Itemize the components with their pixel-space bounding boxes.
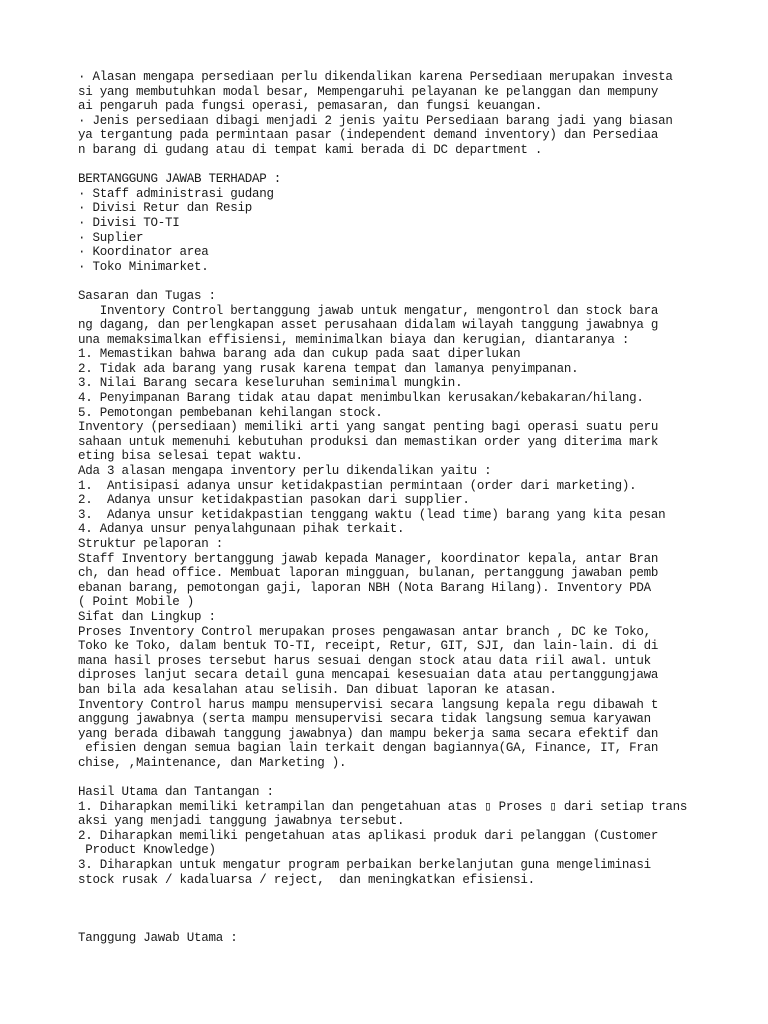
document-page — [78, 70, 738, 946]
responsibility-item: · Divisi Retur dan Resip — [78, 201, 253, 216]
targets-line: ch, dan head office. Membuat laporan mingguan, bulanan, pertanggung jawaban pemb — [78, 566, 659, 581]
targets-line: efisien dengan semua bagian lain terkait dengan bagiannya(GA, Finance, IT, Fran — [78, 741, 659, 756]
spacer — [78, 887, 738, 931]
targets-line: ebanan barang, pemotongan gaji, laporan NBH (Nota Barang Hilang). Inventory PDA — [78, 580, 651, 595]
targets-line: 3. Nilai Barang secara keseluruhan seminimal mungkin. — [78, 376, 463, 391]
spacer — [78, 771, 738, 786]
targets-line: 2. Tidak ada barang yang rusak karena tempat dan lamanya penyimpanan. — [78, 361, 579, 376]
targets-line: 1. Antisipasi adanya unsur ketidakpastian permintaan (order dari marketing). — [78, 478, 637, 493]
results-line: Product Knowledge) — [78, 843, 216, 858]
main-duty-section — [78, 931, 738, 946]
intro-line: ya tergantung pada permintaan pasar (independent demand inventory) dan Persediaa — [78, 128, 659, 143]
targets-line: yang berada dibawah tanggung jawabnya) dan mampu bekerja sama secara efektif dan — [78, 726, 659, 741]
targets-line: Proses Inventory Control merupakan proses pengawasan antar branch , DC ke Toko, — [78, 624, 651, 639]
spacer — [78, 158, 738, 173]
targets-line: ( Point Mobile ) — [78, 595, 195, 610]
responsibility-item: · Suplier — [78, 230, 144, 245]
targets-heading: Sasaran dan Tugas : — [78, 288, 216, 303]
targets-line: Sifat dan Lingkup : — [78, 609, 216, 624]
responsibility-section — [78, 172, 738, 274]
responsibility-heading: BERTANGGUNG JAWAB TERHADAP : — [78, 172, 282, 187]
responsibility-item: · Staff administrasi gudang — [78, 186, 274, 201]
targets-line: chise, ,Maintenance, dan Marketing ). — [78, 755, 347, 770]
results-line: 2. Diharapkan memiliki pengetahuan atas aplikasi produk dari pelanggan (Customer — [78, 828, 659, 843]
main-duty-heading: Tanggung Jawab Utama : — [78, 931, 238, 946]
targets-line: mana hasil proses tersebut harus sesuai dengan stock atau data riil awal. untuk — [78, 653, 651, 668]
targets-line: 3. Adanya unsur ketidakpastian tenggang waktu (lead time) barang yang kita pesan — [78, 507, 666, 522]
results-line: 1. Diharapkan memiliki ketrampilan dan pengetahuan atas ▯ Proses ▯ dari setiap trans — [78, 799, 688, 814]
intro-line: si yang membutuhkan modal besar, Mempengaruhi pelayanan ke pelanggan dan mempuny — [78, 84, 659, 99]
targets-line: 5. Pemotongan pembebanan kehilangan stock. — [78, 405, 383, 420]
targets-line: 2. Adanya unsur ketidakpastian pasokan dari supplier. — [78, 493, 470, 508]
results-line: 3. Diharapkan untuk mengatur program perbaikan berkelanjutan guna mengeliminasi — [78, 858, 651, 873]
intro-section — [78, 70, 738, 158]
intro-line: · Jenis persediaan dibagi menjadi 2 jenis yaitu Persediaan barang jadi yang biasan — [78, 113, 673, 128]
targets-line: Inventory Control harus mampu mensupervisi secara langsung kepala regu dibawah t — [78, 697, 659, 712]
responsibility-item: · Toko Minimarket. — [78, 259, 209, 274]
targets-line: 1. Memastikan bahwa barang ada dan cukup pada saat diperlukan — [78, 347, 521, 362]
targets-line: Toko ke Toko, dalam bentuk TO-TI, receipt, Retur, GIT, SJI, dan lain-lain. di di — [78, 639, 659, 654]
intro-line: n barang di gudang atau di tempat kami berada di DC department . — [78, 142, 543, 157]
targets-line: 4. Adanya unsur penyalahgunaan pihak terkait. — [78, 522, 405, 537]
targets-line: una memaksimalkan effisiensi, meminimalkan biaya dan kerugian, diantaranya : — [78, 332, 630, 347]
targets-line: Struktur pelaporan : — [78, 537, 224, 551]
targets-line: ban bila ada kesalahan atau selisih. Dan dibuat laporan ke atasan. — [78, 682, 557, 697]
responsibility-item: · Divisi TO-TI — [78, 215, 180, 230]
results-line: stock rusak / kadaluarsa / reject, dan meningkatkan efisiensi. — [78, 872, 535, 887]
targets-line: Inventory (persediaan) memiliki arti yang sangat penting bagi operasi suatu peru — [78, 420, 659, 435]
targets-line: eting bisa selesai tepat waktu. — [78, 449, 303, 464]
targets-line: ng dagang, dan perlengkapan asset perusahaan didalam wilayah tanggung jawabnya g — [78, 318, 659, 333]
results-heading: Hasil Utama dan Tantangan : — [78, 785, 274, 800]
targets-line: sahaan untuk memenuhi kebutuhan produksi dan memastikan order yang diterima mark — [78, 434, 659, 449]
results-line: aksi yang menjadi tanggung jawabnya tersebut. — [78, 814, 405, 829]
spacer — [78, 274, 738, 289]
intro-line: · Alasan mengapa persediaan perlu dikendalikan karena Persediaan merupakan investa — [78, 70, 673, 84]
results-section — [78, 785, 738, 887]
targets-section — [78, 289, 738, 771]
targets-line: anggung jawabnya (serta mampu mensupervisi secara tidak langsung semua karyawan — [78, 712, 651, 727]
intro-line: ai pengaruh pada fungsi operasi, pemasaran, dan fungsi keuangan. — [78, 99, 543, 114]
targets-line: 4. Penyimpanan Barang tidak atau dapat menimbulkan kerusakan/kebakaran/hilang. — [78, 391, 644, 406]
targets-line: Staff Inventory bertanggung jawab kepada Manager, koordinator kepala, antar Bran — [78, 551, 659, 566]
targets-line: Inventory Control bertanggung jawab untuk mengatur, mengontrol dan stock bara — [78, 303, 659, 318]
responsibility-item: · Koordinator area — [78, 245, 209, 260]
targets-line: Ada 3 alasan mengapa inventory perlu dikendalikan yaitu : — [78, 464, 492, 479]
targets-line: diproses lanjut secara detail guna mencapai kesesuaian data atau pertanggungjawa — [78, 668, 659, 683]
